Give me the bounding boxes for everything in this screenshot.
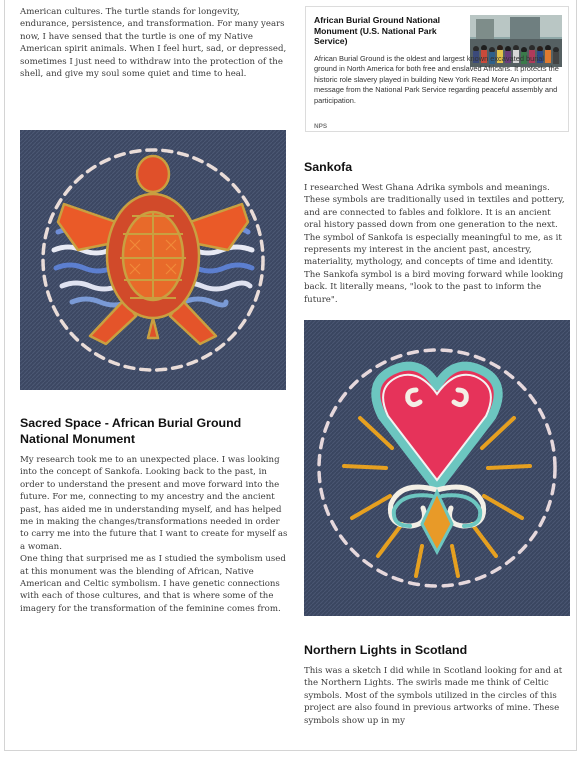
turtle-embroidery-photo (20, 130, 286, 390)
turtle-text-continued (20, 6, 288, 80)
sankofa-heading: Sankofa (304, 160, 353, 174)
embed-card-african-burial-ground[interactable] (305, 6, 569, 132)
sacred-space-heading: Sacred Space - African Burial Ground National Monument (20, 416, 242, 446)
sankofa-paragraph: I researched West Ghana Adrika symbols and meanings. These symbols are traditionally used in textiles and pottery, and are connected to fables and folklore. It is an ancient oral history passed down from one generation to the next. The symbol of Sankofa is especially meaningful to me, as it represents my interest in the ancient past, ancestry, materiality, mythology, and concepts of time and identity. The Sankofa symbol is a bird moving forward while looking back. It literally means, "look to the past to inform the future". (304, 183, 565, 305)
embed-title[interactable]: African Burial Ground National Monument (U.S. National Park Service) (314, 15, 441, 47)
northern-lights-paragraph: This was a sketch I did while in Scotland looking for and at the Northern Lights. The swirls made me think of Celtic symbols. Most of the symbols utilized in the circles of this project are also found in previous artworks of mine. These symbols show up in my (304, 666, 563, 726)
sacred-space-paragraph-1: My research took me to an unexpected place. I was looking into the concept of Sankofa. Looking back to the past, in order to understand the present and move forward into the future. For me, connecting to my ancestry and the ancient past, has aided me in understanding myself, and has helped me in making the changes/transformations needed in order to carry me into the future that I want to create for myself as a woman. (20, 455, 288, 552)
sankofa-section (304, 160, 570, 306)
sacred-space-section (20, 415, 288, 615)
embed-description: African Burial Ground is the oldest and largest known excavated burial ground in North America for both free and enslaved Africans. It protects the historic role slavery played in building New York Read More An important message from the National Park Service regarding peaceful assembly and participation. (314, 54, 559, 105)
northern-lights-section (304, 643, 570, 727)
embed-source-label: NPS (314, 123, 328, 130)
sacred-space-paragraph-2: One thing that surprised me as I studied the symbolism used at this monument was the blending of African, Native American and Celtic symbolism. I have genetic connections with each of those cultures, and that is where some of the imagery for the transformation of the feminine comes from. (20, 554, 286, 614)
northern-lights-heading: Northern Lights in Scotland (304, 643, 468, 657)
turtle-paragraph: American cultures. The turtle stands for longevity, endurance, persistence, and transformation. For many years now, I have sensed that the turtle is one of my Native American spirit animals. When I feel hurt, sad, or depressed, sometimes I just need to withdraw into the protection of the shell, and give my soul some quiet and time to heal. (20, 7, 287, 80)
sankofa-embroidery-photo (304, 320, 570, 616)
